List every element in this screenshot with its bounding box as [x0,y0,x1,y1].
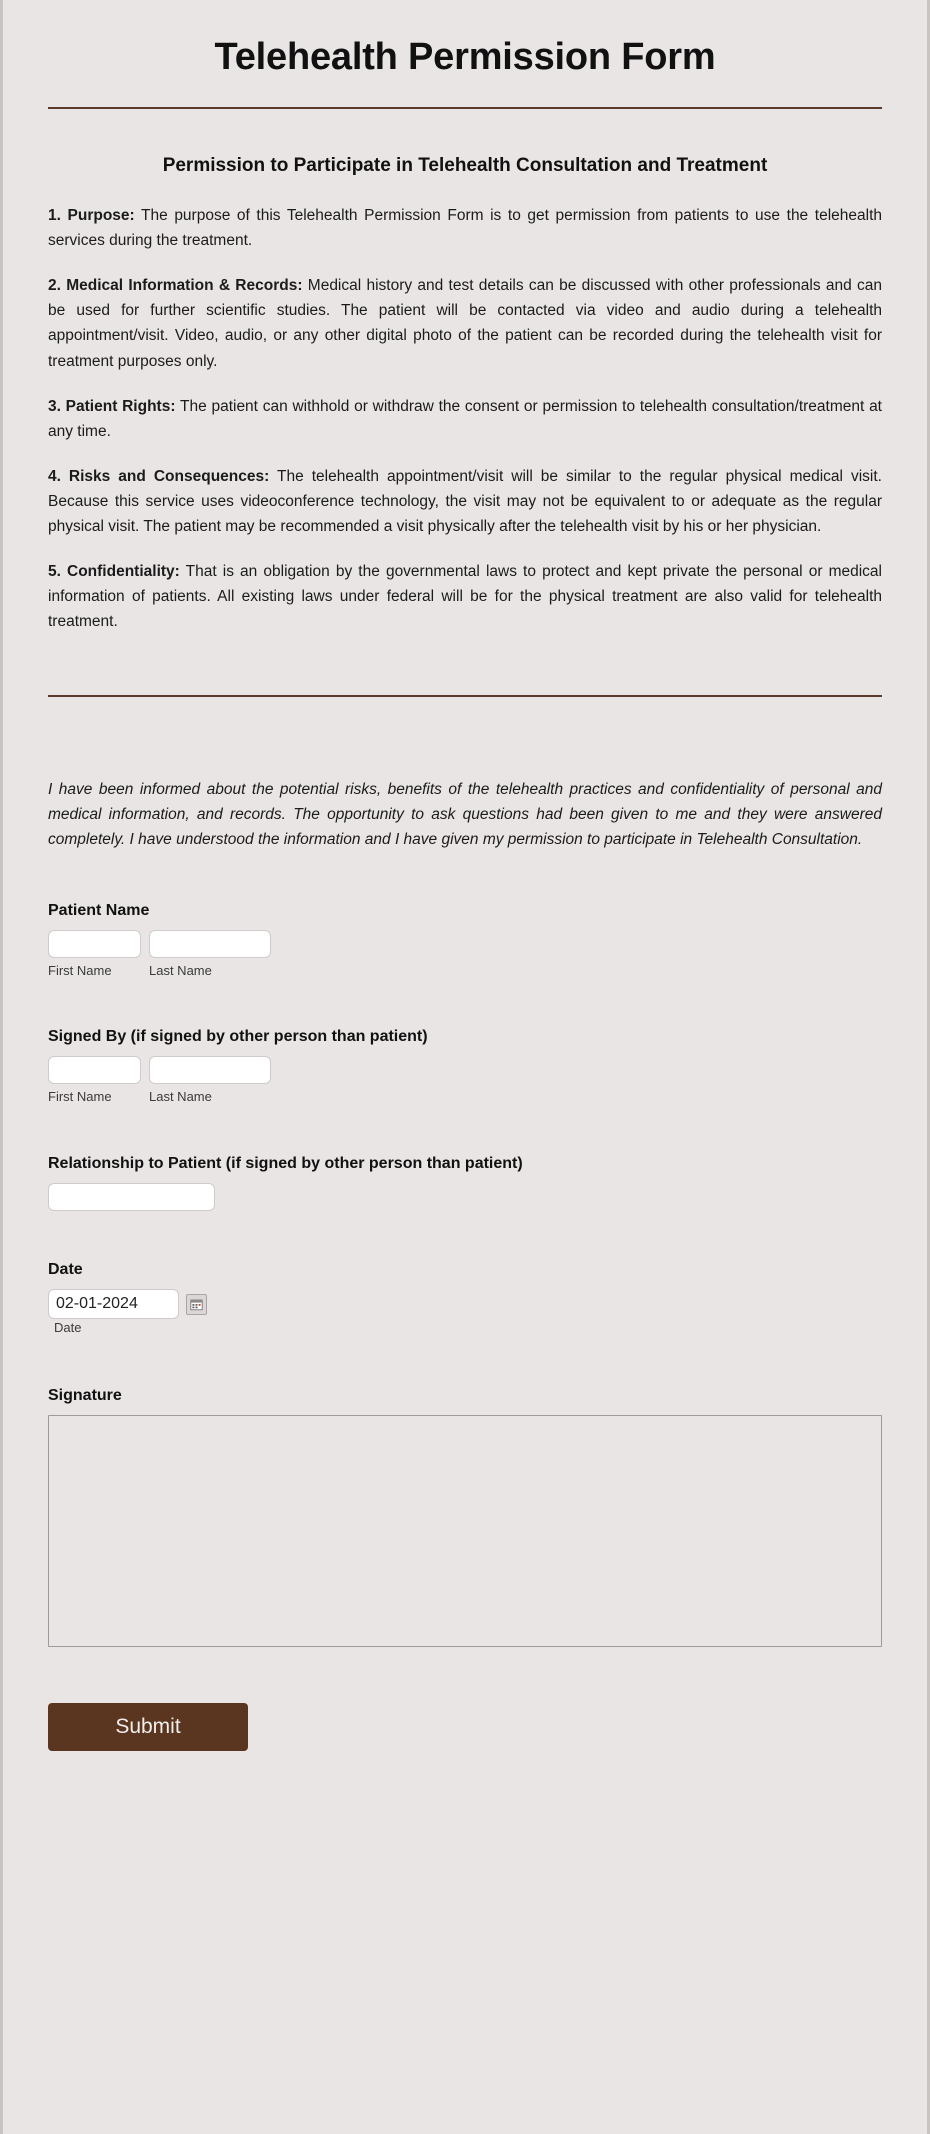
signed-by-first-name-sublabel: First Name [48,1089,112,1105]
clause-heading: 5. Confidentiality: [48,563,180,581]
clause-item [48,559,882,634]
signed-by-label: Signed By (if signed by other person than patient) [48,1028,428,1046]
clause-body: The purpose of this Telehealth Permission Form is to get permission from patients to use the telehealth services during the treatment. [48,207,882,250]
field-group-signature [48,1337,882,1647]
submit-button[interactable]: Submit [48,1703,248,1751]
clause-item [48,464,882,539]
signed-by-last-name-input[interactable] [149,1056,271,1084]
patient-last-name-sublabel: Last Name [149,962,212,978]
relationship-label: Relationship to Patient (if signed by other person than patient) [48,1155,523,1173]
field-group-patient-name [48,852,882,979]
signed-by-first-name-input[interactable] [48,1056,141,1084]
clause-heading: 2. Medical Information & Records: [48,277,303,295]
clause-body: Medical history and test details can be discussed with other professionals and can be used for further scientific studies. The patient will be contacted via video and audio during a telehealth appointment/visit. Video, audio, or any other digital photo of the patient can be recorded during the telehealth visit for treatment purposes only. [48,277,882,370]
field-group-date [48,1211,882,1337]
consent-statement: I have been informed about the potential risks, benefits of the telehealth practices and confidentiality of personal and medical information, and records. The opportunity to ask questions had been given to me and they were answered completely. I have understood the information and I have given my permission to participate in Telehealth Consultation. [48,780,882,848]
submit-row [48,1647,882,1811]
clause-heading: 3. Patient Rights: [48,397,176,415]
date-input[interactable] [48,1289,179,1319]
signed-by-last-name-sublabel: Last Name [149,1089,212,1105]
date-label: Date [48,1261,83,1279]
signature-canvas[interactable] [48,1415,882,1647]
date-sublabel: Date [54,1320,82,1336]
calendar-picker-button[interactable] [186,1294,207,1315]
clause-item [48,273,882,373]
clause-list [48,203,882,695]
clause-heading: 4. Risks and Consequences: [48,467,270,485]
field-group-signed-by [48,978,882,1105]
section-subtitle: Permission to Participate in Telehealth Consultation and Treatment [162,155,768,176]
clause-body: The patient can withhold or withdraw the consent or permission to telehealth consultation/treatment at any time. [48,397,882,440]
patient-first-name-sublabel: First Name [48,962,112,978]
calendar-icon [190,1298,203,1311]
field-group-relationship [48,1105,882,1211]
clause-body: That is an obligation by the governmental laws to protect and kept private the personal or medical information of patients. All existing laws under federal will be for the physical treatment are also valid for telehealth treatment. [48,563,882,631]
patient-name-label: Patient Name [48,901,150,919]
clause-heading: 1. Purpose: [48,207,135,224]
clause-body: The telehealth appointment/visit will be similar to the regular physical medical visit. Because this service uses videoconference technology, the visit may not be equivalent to or adequate as the regular physical visit. The patient may be recommended a visit physically after the telehealth visit by his or her physician. [48,467,882,536]
signature-label: Signature [48,1387,122,1405]
patient-first-name-input[interactable] [48,930,141,958]
page-title: Telehealth Permission Form [214,36,716,78]
clause-item [48,203,882,253]
relationship-input[interactable] [48,1183,215,1211]
clause-item [48,394,882,444]
patient-last-name-input[interactable] [149,930,271,958]
